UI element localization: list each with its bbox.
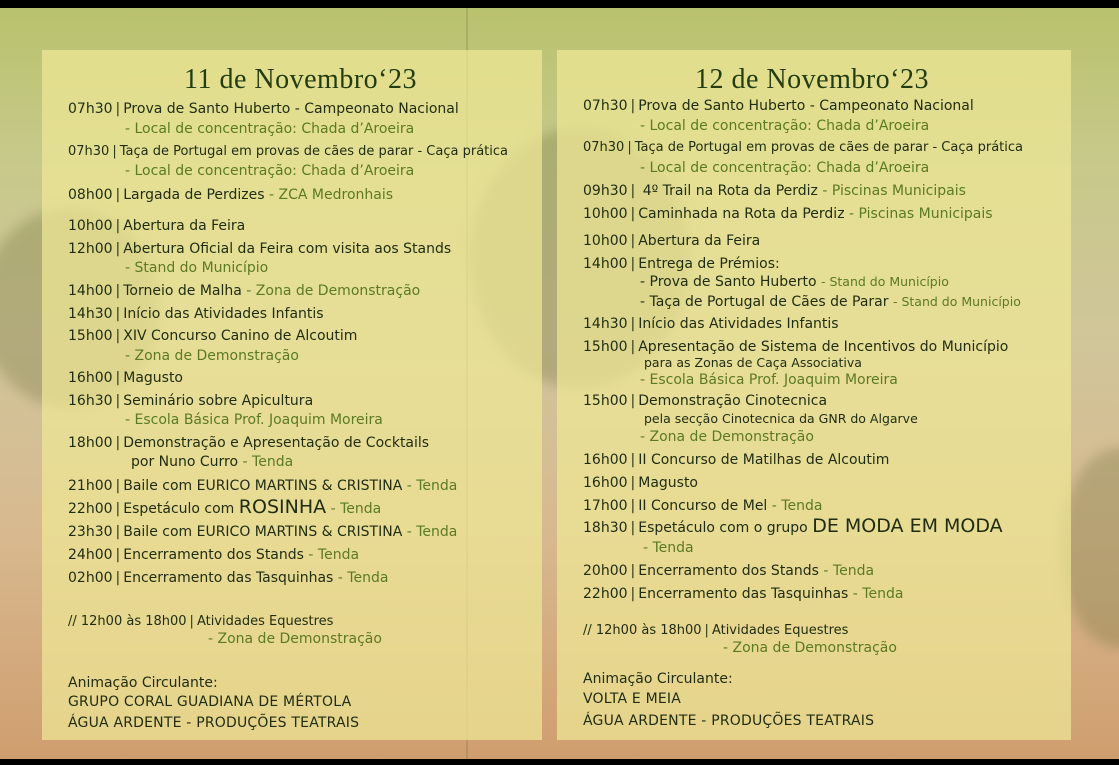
event-sub: - Local de concentração: Chada d’Aroeira: [125, 163, 415, 179]
event-row: 07h30 | Prova de Santo Huberto - Campeonato Nacional: [68, 101, 459, 117]
event-sub: - Tenda: [643, 540, 694, 556]
event-sub: - Local de concentração: Chada d’Aroeira: [640, 160, 930, 176]
event-row: 10h00 | Abertura da Feira: [583, 233, 761, 249]
event-row: 16h00 | Magusto: [583, 475, 699, 491]
event-row: 15h00 | XIV Concurso Canino de Alcoutim: [68, 328, 358, 344]
event-row: 24h00 | Encerramento dos Stands - Tenda: [68, 547, 360, 563]
equestre-place: - Zona de Demonstração: [723, 640, 897, 656]
event-sub: - Escola Básica Prof. Joaquim Moreira: [125, 412, 383, 428]
event-sub: - Local de concentração: Chada d’Aroeira: [640, 118, 930, 134]
animacao-item: ÁGUA ARDENTE - PRODUÇÕES TEATRAIS: [583, 713, 875, 729]
event-row: 23h30 | Baile com EURICO MARTINS & CRISTINA - Tenda: [68, 524, 458, 540]
day1-panel: [42, 50, 542, 740]
event-row: 10h00 | Abertura da Feira: [68, 218, 246, 234]
event-row: 08h00 | Largada de Perdizes - ZCA Medronhais: [68, 187, 394, 203]
event-row: 15h00 | Apresentação de Sistema de Incentivos do Município: [583, 339, 1009, 355]
animacao-item: VOLTA E MEIA: [583, 691, 682, 707]
event-row: 18h00 | Demonstração e Apresentação de Cocktails: [68, 435, 430, 451]
day1-title: 11 de Novembro‘23: [184, 64, 417, 95]
event-sub2: - Prova de Santo Huberto - Stand do Município: [640, 274, 949, 290]
event-row: 07h30 | Taça de Portugal em provas de cães de parar - Caça prática: [68, 144, 508, 159]
animacao-label: Animação Circulante:: [68, 675, 218, 691]
equestre-row: // 12h00 às 18h00 | Atividades Equestres: [68, 614, 334, 629]
event-row: 07h30 | Taça de Portugal em provas de cães de parar - Caça prática: [583, 140, 1023, 155]
event-sub: - Zona de Demonstração: [640, 429, 814, 445]
event-row: 15h00 | Demonstração Cinotecnica: [583, 393, 828, 409]
day2-panel: [557, 50, 1071, 740]
event-row: 14h00 | Torneio de Malha - Zona de Demonstração: [68, 283, 421, 299]
event-row: 16h30 | Seminário sobre Apicultura: [68, 393, 314, 409]
event-sub: - Escola Básica Prof. Joaquim Moreira: [640, 372, 898, 388]
event-row: 07h30 | Prova de Santo Huberto - Campeonato Nacional: [583, 98, 974, 114]
event-cont: pela secção Cinotecnica da GNR do Algarve: [644, 411, 918, 426]
event-row: 21h00 | Baile com EURICO MARTINS & CRISTINA - Tenda: [68, 478, 458, 494]
event-row: 14h00 | Entrega de Prémios:: [583, 256, 780, 272]
event-row: 22h00 | Encerramento das Tasquinhas - Tenda: [583, 586, 904, 602]
event-sub: - Zona de Demonstração: [125, 348, 299, 364]
event-row: 12h00 | Abertura Oficial da Feira com visita aos Stands: [68, 241, 452, 257]
event-row: 17h00 | II Concurso de Mel - Tenda: [583, 498, 823, 514]
poster-page: [0, 8, 1119, 759]
event-row: 09h30 | 4º Trail na Rota da Perdiz - Piscinas Municipais: [583, 183, 966, 199]
event-sub: - Stand do Município: [125, 260, 269, 276]
event-row: 14h30 | Início das Atividades Infantis: [68, 306, 324, 322]
event-row: 10h00 | Caminhada na Rota da Perdiz - Piscinas Municipais: [583, 206, 993, 222]
equestre-row: // 12h00 às 18h00 | Atividades Equestres: [583, 623, 849, 638]
equestre-place: - Zona de Demonstração: [208, 631, 382, 647]
animacao-item: ÁGUA ARDENTE - PRODUÇÕES TEATRAIS: [68, 715, 360, 731]
event-row: 16h00 | II Concurso de Matilhas de Alcoutim: [583, 452, 890, 468]
event-cont: por Nuno Curro - Tenda: [131, 454, 294, 470]
event-row: 18h30 | Espetáculo com o grupo DE MODA EM MODA: [583, 515, 1003, 537]
animacao-label: Animação Circulante:: [583, 671, 733, 687]
event-row: 20h00 | Encerramento dos Stands - Tenda: [583, 563, 875, 579]
event-row: 16h00 | Magusto: [68, 370, 184, 386]
event-sub: - Local de concentração: Chada d’Aroeira: [125, 121, 415, 137]
event-sub2: - Taça de Portugal de Cães de Parar - Stand do Município: [640, 294, 1021, 310]
animacao-item: GRUPO CORAL GUADIANA DE MÉRTOLA: [68, 694, 352, 710]
event-cont: para as Zonas de Caça Associativa: [644, 355, 862, 370]
event-row: 14h30 | Início das Atividades Infantis: [583, 316, 839, 332]
event-row: 22h00 | Espetáculo com ROSINHA - Tenda: [68, 496, 382, 518]
day2-title: 12 de Novembro‘23: [695, 64, 930, 95]
event-row: 02h00 | Encerramento das Tasquinhas - Tenda: [68, 570, 389, 586]
